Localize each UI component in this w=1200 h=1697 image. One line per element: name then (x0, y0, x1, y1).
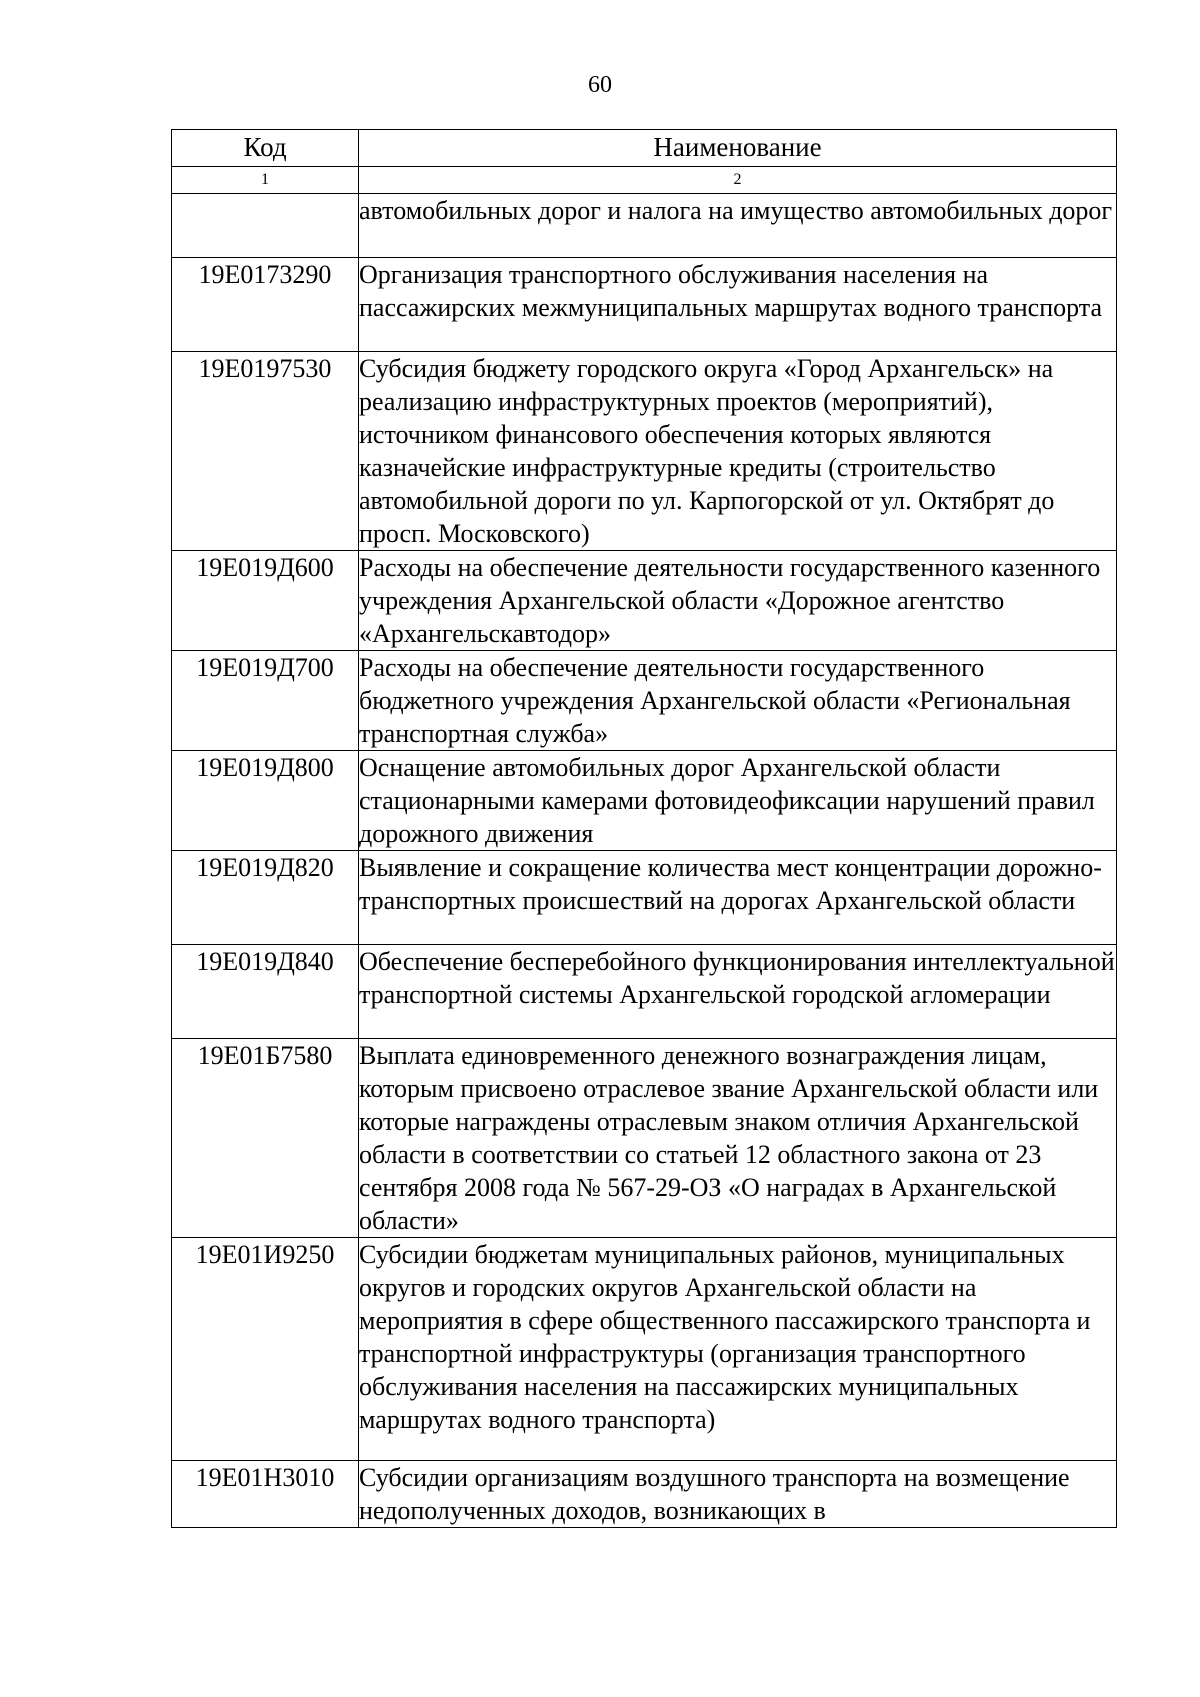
row-code: 19Е019Д820 (172, 851, 359, 945)
table-row (172, 1039, 1117, 1238)
table-row (172, 258, 1117, 352)
row-code: 19Е0197530 (172, 352, 359, 551)
table-row (172, 352, 1117, 551)
row-code: 19Е01И9250 (172, 1238, 359, 1461)
row-code: 19Е0173290 (172, 258, 359, 352)
row-code: 19Е019Д840 (172, 945, 359, 1039)
table-row (172, 945, 1117, 1039)
row-name: Расходы на обеспечение деятельности государственного казенного учреждения Архангельской области «Дорожное агентство «Архангельскавтодор» (359, 551, 1117, 651)
row-code: 19Е019Д600 (172, 551, 359, 651)
column-number-row (172, 167, 1117, 194)
row-code (172, 194, 359, 258)
table-row (172, 851, 1117, 945)
table-row (172, 751, 1117, 851)
page-number: 60 (588, 72, 612, 98)
row-code: 19Е01Б7580 (172, 1039, 359, 1238)
row-code: 19Е019Д700 (172, 651, 359, 751)
column-number-code: 1 (172, 167, 359, 194)
table-row (172, 1238, 1117, 1461)
table-row (172, 551, 1117, 651)
table-row (172, 651, 1117, 751)
table-row (172, 1461, 1117, 1528)
table-row (172, 194, 1117, 258)
row-name: Оснащение автомобильных дорог Архангельской области стационарными камерами фотовидеофиксации нарушений правил дорожного движения (359, 751, 1117, 851)
row-code: 19Е019Д800 (172, 751, 359, 851)
row-name: Выплата единовременного денежного вознаграждения лицам, которым присвоено отраслевое звание Архангельской области или которые награждены отраслевым знаком отличия Архангельской области в соответствии со статьей 12 областного закона от 23 сентября 2008 года № 567-29-ОЗ «О наградах в Архангельской области» (359, 1039, 1117, 1238)
header-name: Наименование (359, 130, 1117, 167)
row-name: Субсидии бюджетам муниципальных районов, муниципальных округов и городских округов Архангельской области на мероприятия в сфере общественного пассажирского транспорта и транспортной инфраструктуры (организация транспортного обслуживания населения на пассажирских муниципальных маршрутах водного транспорта) (359, 1238, 1117, 1461)
row-name: Выявление и сокращение количества мест концентрации дорожно-транспортных происшествий на дорогах Архангельской области (359, 851, 1117, 945)
row-name: Организация транспортного обслуживания населения на пассажирских межмуниципальных маршрутах водного транспорта (359, 258, 1117, 352)
header-code: Код (172, 130, 359, 167)
row-name: Обеспечение бесперебойного функционирования интеллектуальной транспортной системы Архангельской городской агломерации (359, 945, 1117, 1039)
table-header-row (172, 130, 1117, 167)
row-name: Субсидии организациям воздушного транспорта на возмещение недополученных доходов, возникающих в (359, 1461, 1117, 1528)
row-name: Субсидия бюджету городского округа «Город Архангельск» на реализацию инфраструктурных проектов (мероприятий), источником финансового обеспечения которых являются казначейские инфраструктурные кредиты (строительство автомобильной дороги по ул. Карпогорской от ул. Октябрят до просп. Московского) (359, 352, 1117, 551)
row-name: Расходы на обеспечение деятельности государственного бюджетного учреждения Архангельской области «Региональная транспортная служба» (359, 651, 1117, 751)
code-name-table (171, 129, 1117, 1528)
row-code: 19Е01Н3010 (172, 1461, 359, 1528)
row-name: автомобильных дорог и налога на имущество автомобильных дорог (359, 194, 1117, 258)
column-number-name: 2 (359, 167, 1117, 194)
